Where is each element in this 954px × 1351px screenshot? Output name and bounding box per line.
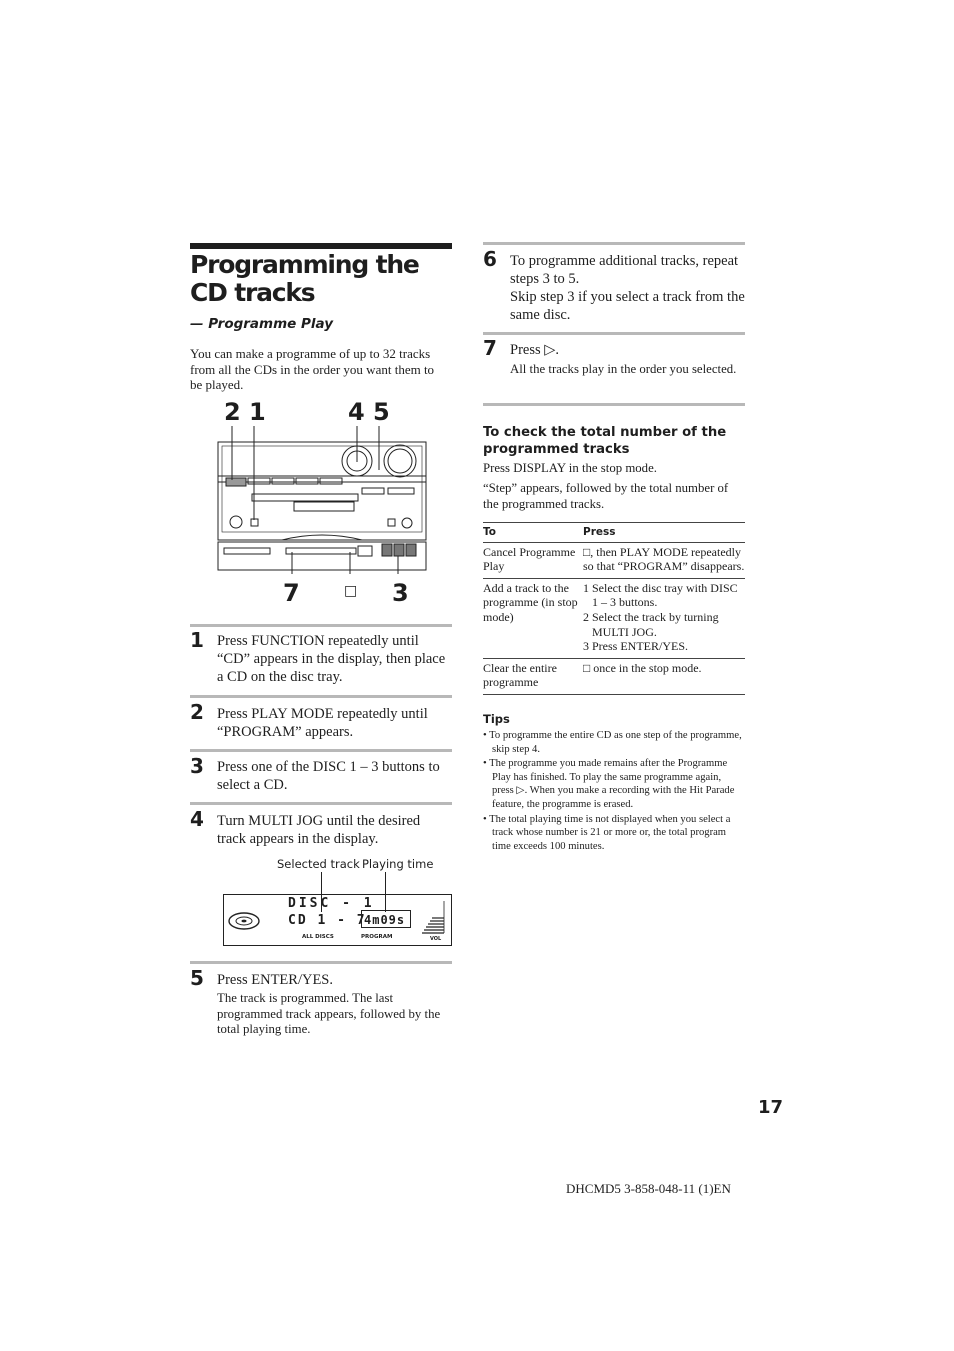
volume-meter-icon (414, 899, 448, 935)
step-text-6b: Skip step 3 if you select a track from the same disc. (510, 289, 745, 323)
callout-stop-symbol: □ (344, 583, 358, 599)
step-number-4: 4 (190, 807, 204, 831)
lcd-tag-program: PROGRAM (361, 934, 393, 940)
lcd-tag-vol: VOL (430, 936, 442, 942)
title-rule (190, 243, 452, 249)
callout-4-5: 4 5 (348, 398, 390, 426)
step-text-2: Press PLAY MODE repeatedly until “PROGRAM” appears. (217, 706, 428, 740)
step-rule (190, 624, 452, 627)
step-text-6: To programme additional tracks, repeat steps 3 to 5. (510, 253, 739, 287)
table-cell-press (583, 578, 745, 658)
step-rule (190, 749, 452, 752)
page-number: 17 (758, 1097, 784, 1118)
label-playing-time: Playing time (362, 857, 434, 871)
step-sub-7: All the tracks play in the order you selected. (510, 362, 737, 376)
footer-code: DHCMD5 3-858-048-11 (1)EN (566, 1181, 731, 1196)
step-number-6: 6 (483, 247, 497, 271)
check-p1: Press DISPLAY in the stop mode. (483, 461, 657, 475)
step-text-7: Press ▷. (510, 342, 560, 358)
lcd-tag-all-discs: ALL DISCS (302, 934, 334, 940)
table-row (483, 658, 745, 694)
check-heading: To check the total number of the programmed tracks (483, 425, 727, 457)
lcd-time: 4m09s (364, 913, 406, 927)
table-cell-press (583, 658, 745, 694)
section-rule (483, 403, 745, 406)
step-rule (190, 802, 452, 805)
press-line: □, then PLAY MODE repeatedly so that “PROGRAM” disappears. (583, 544, 745, 574)
tips-list (483, 729, 745, 854)
step-number-3: 3 (190, 754, 204, 778)
label-selected-track: Selected track (277, 857, 360, 871)
step-text-5: Press ENTER/YES. (217, 972, 333, 988)
tip-item: • The total playing time is not displayed when you select a track whose number is 21 or more or, the total program time exceeds 100 minutes. (483, 813, 745, 854)
callout-7: 7 (283, 579, 300, 607)
step-text-4: Turn MULTI JOG until the desired track appears in the display. (217, 813, 421, 847)
step-sub-5: The track is programmed. The last programmed track appears, followed by the total playing time. (217, 991, 441, 1036)
lcd-display (223, 894, 452, 946)
press-line: 1 Select the disc tray with DISC 1 – 3 buttons. (583, 580, 738, 610)
callout-3: 3 (392, 579, 409, 607)
press-line: □ once in the stop mode. (583, 660, 702, 675)
page-subtitle: — Programme Play (190, 316, 334, 332)
table-header-to: To (483, 523, 583, 543)
tips-heading: Tips (483, 712, 510, 726)
intro-text: You can make a programme of up to 32 tracks from all the CDs in the order you want them to be played. (190, 346, 435, 392)
table-cell-to: Cancel Programme Play (483, 542, 583, 578)
stereo-unit-illustration (212, 426, 434, 574)
step-number-1: 1 (190, 628, 204, 652)
disc-icon (227, 911, 261, 931)
step-text-3: Press one of the DISC 1 – 3 buttons to select a CD. (217, 759, 440, 793)
tip-item: • To programme the entire CD as one step of the programme, skip step 4. (483, 729, 745, 756)
check-p2: “Step” appears, followed by the total number of the programmed tracks. (483, 481, 729, 511)
table-row (483, 578, 745, 658)
callout-2-1: 2 1 (224, 398, 266, 426)
step-number-2: 2 (190, 700, 204, 724)
step-rule (190, 695, 452, 698)
lcd-row1: DISC - 1 (288, 896, 375, 911)
operations-table (483, 522, 745, 695)
step-rule (190, 961, 452, 964)
lcd-track: CD 1 - 7 (288, 913, 367, 928)
table-cell-to: Add a track to the programme (in stop mode) (483, 578, 583, 658)
table-header-press: Press (583, 523, 745, 543)
step-number-7: 7 (483, 336, 497, 360)
table-cell-to: Clear the entire programme (483, 658, 583, 694)
press-line: 3 Press ENTER/YES. (583, 639, 688, 654)
table-row (483, 542, 745, 578)
page-title: Programming the CD tracks (190, 250, 419, 307)
step-rule (483, 332, 745, 335)
step-number-5: 5 (190, 966, 204, 990)
press-line: 2 Select the track by turning MULTI JOG. (583, 609, 719, 639)
step-rule (483, 242, 745, 245)
step-text-1: Press FUNCTION repeatedly until “CD” appears in the display, then place a CD on the disc tray. (217, 633, 446, 685)
tip-item: • The programme you made remains after the Programme Play has finished. To play the same programme again, press ▷. When you make a recording with the Hit Parade feature, the programme is erased. (483, 757, 745, 811)
table-cell-press (583, 542, 745, 578)
